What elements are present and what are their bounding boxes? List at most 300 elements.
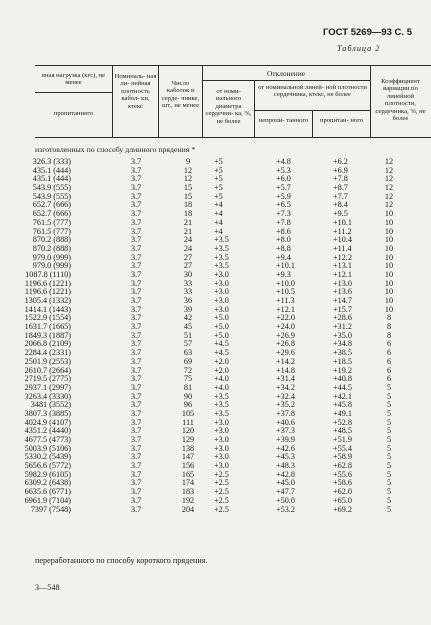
table-cell: 3.7 [131,183,142,193]
table-cell: +3.0 [214,278,229,288]
table-cell: 6961.9 (7104) [24,495,71,505]
table-cell: +4.0 [214,374,229,384]
table-cell: 12 [384,174,394,184]
table-cell: 5 [386,408,392,418]
table-cell: +14.2 [276,356,295,366]
table-cell: 6 [386,339,392,349]
table-cell: 12 [384,183,394,193]
table-cell: 12 [384,200,394,210]
table-cell: 8 [386,313,392,323]
table-cell: 5 [386,452,392,462]
table-cell: +35.2 [276,400,295,410]
table-cell: +2.5 [214,495,229,505]
table-cell: +44.5 [333,382,352,392]
table-cell: 5656.6 (5772) [24,461,71,471]
table-cell: 18 [183,200,193,210]
table-cell: 15 [183,191,193,201]
table-cell: 10 [384,269,394,279]
table-cell: +4 [214,217,223,227]
table-cell: 21 [183,217,193,227]
table-cell: +42.6 [276,443,295,453]
table-cell: 21 [183,226,193,236]
table-cell: 3.7 [131,487,142,497]
table-cell: 8 [386,330,392,340]
table-cell: +11.4 [333,243,352,253]
standard-header: ГОСТ 5269—93 С. 5 [323,27,412,38]
table-cell: 90 [183,391,193,401]
table-cell: +26.9 [276,330,295,340]
table-cell: 5982.9 (6105) [24,469,71,479]
table-cell: 10 [384,304,394,314]
table-cell: 2610.7 (2664) [24,365,71,375]
table-cell: +35.0 [333,330,352,340]
table-cell: +5.0 [214,330,229,340]
table-cell: 147 [181,452,195,462]
table-cell: +32.4 [276,391,295,401]
table-cell: +38.5 [333,348,352,358]
table-cell: 18 [183,209,193,219]
table-cell: +24.0 [276,322,295,332]
table-cell: 5 [386,400,392,410]
table-cell: +28.6 [333,313,352,323]
table-cell: 1305.4 (1332) [24,296,71,305]
table-cell: +48.5 [333,426,352,436]
table-cell: +42.1 [333,391,352,401]
table-cell: +9.3 [276,269,291,279]
table-cell: 326.3 (333) [32,157,71,166]
table-cell: 57 [183,339,193,349]
table-cell: 63 [183,348,193,358]
table-cell: +3.0 [214,417,229,427]
table-cell: +31.4 [276,374,295,384]
table-cell: 3.7 [131,461,142,471]
table-cell: 174 [181,478,195,488]
table-cell: +37.8 [276,408,295,418]
table-cell: 5 [386,461,392,471]
table-cell: 81 [183,382,193,392]
col-nominal-density: от номинальной линей- ной плотности сердечника, ктекс, не более [258,84,367,99]
table-cell: 69 [183,356,193,366]
vline-6 [370,65,371,137]
table-cell: 6 [386,348,392,358]
table-cell: 3.7 [131,165,142,175]
table-cell: +7.7 [333,191,348,201]
table-cell: 9 [185,157,191,166]
table-cell: +5 [214,183,223,193]
table-cell: +14.8 [276,365,295,375]
table-cell: +5.7 [276,183,291,193]
table-cell: 111 [182,417,194,427]
table-cell: 10 [384,278,394,288]
table-cell: 3.7 [131,174,142,184]
table-cell: +3.5 [214,235,229,245]
table-cell: 1414.1 (1443) [24,304,71,314]
table-cell: 5 [386,469,392,479]
table-cell: +3.0 [214,426,229,436]
table-cell: 10 [384,217,394,227]
table-cell: 5 [386,435,392,444]
table-cell: 6 [386,356,392,366]
table-cell: +8.0 [276,235,291,245]
table-cell: 204 [181,504,195,514]
table-cell: 3.7 [131,278,142,288]
table-cell: 10 [384,209,394,219]
page-number: 3—548 [35,583,60,592]
table-cell: 3.7 [131,217,142,227]
table-cell: 120 [181,426,195,436]
table-cell: 3.7 [131,356,142,366]
table-cell: 3.7 [131,339,142,349]
table-cell: 3.7 [131,191,142,201]
table-cell: +4.5 [214,339,229,349]
table-cell: +47.7 [276,487,295,497]
table-cell: +2.5 [214,478,229,488]
table-cell: +4 [214,209,223,219]
col-yarn-count: Число каболок в серде- чнике, шт., не менее [161,80,200,110]
table-cell: +39.9 [276,435,295,444]
table-cell: 4024.9 (4107) [24,417,71,427]
table-cell: 3.7 [131,322,142,332]
table-cell: 6635.6 (6771) [24,487,71,497]
table-cell: 3.7 [131,209,142,219]
table-cell: +8.8 [276,243,291,253]
table-cell: 2066.8 (2109) [24,339,71,349]
table-cell: +3.5 [214,408,229,418]
table-cell: +10.1 [333,217,352,227]
table-cell: 12 [183,165,193,175]
table-cell: +12.1 [276,304,295,314]
table-cell: 27 [183,252,193,262]
section-short-spinning: переработанного по способу короткого прядения. [35,556,208,565]
table-cell: +4 [214,226,223,236]
table-cell: +2.5 [214,469,229,479]
table-cell: 12 [183,174,193,184]
table-cell: +7.8 [333,174,348,184]
vline-1 [112,65,113,137]
table-cell: 3.7 [131,261,142,271]
table-cell: +42.8 [276,469,295,479]
table-cell: 27 [183,261,193,271]
section-long-spinning: изготовленных по способу длинного прядения * [35,145,196,154]
table-cell: +5 [214,157,223,166]
table-cell: +10.4 [333,235,352,245]
table-cell: +55.4 [333,443,352,453]
table-cell: +5.0 [214,313,229,323]
vline-2 [158,65,159,137]
table-cell: 12 [384,191,394,201]
table-cell: 3.7 [131,435,142,444]
table-label: Таблица 2 [337,44,381,53]
table-cell: 1631.7 (1665) [24,322,71,332]
table-cell: 3.7 [131,348,142,358]
table-cell: 51 [183,330,193,340]
table-cell: +5.3 [276,165,291,175]
table-cell: 3.7 [131,495,142,505]
table-cell: +3.0 [214,304,229,314]
table-cell: 435.1 (444) [32,174,71,184]
table-cell: 39 [183,304,193,314]
table-cell: 3.7 [131,417,142,427]
table-cell: +58.9 [333,452,352,462]
table-cell: 3.7 [131,443,142,453]
table-cell: 10 [384,261,394,271]
table-cell: 3.7 [131,504,142,514]
table-cell: 3.7 [131,330,142,340]
table-body [0,158,431,514]
table-cell: 2284.4 (2331) [24,348,71,358]
table-cell: 5 [386,495,392,505]
table-cell: 5 [386,382,392,392]
table-cell: +49.1 [333,408,352,418]
table-cell: 24 [183,243,193,253]
table-cell: 979.0 (999) [32,261,71,271]
table-cell: 2501.9 (2553) [24,356,71,366]
vline-5 [312,110,313,137]
table-cell: +29.6 [276,348,295,358]
load-subrule [35,92,112,93]
table-cell: 6 [386,365,392,375]
table-cell: +5 [214,174,223,184]
table-cell: 15 [183,183,193,193]
table-cell: +34.2 [276,382,295,392]
table-cell: 5 [386,487,392,497]
table-cell: +3.5 [214,391,229,401]
table-cell: +4.8 [276,157,291,166]
table-cell: 10 [384,235,394,245]
table-cell: +3.5 [214,243,229,253]
table-cell: 6 [386,374,392,384]
table-cell: +34.8 [333,339,352,349]
table-row [0,506,431,515]
table-cell: +8.6 [276,226,291,236]
table-cell: 45 [183,322,193,332]
table-cell: +58.6 [333,478,352,488]
table-cell: 5 [386,417,392,427]
col-linear-density: Номиналь- ная ли- нейная плотность кабол- ки, ктекс [114,73,157,110]
table-cell: 652.7 (666) [32,209,71,219]
table-cell: 24 [183,235,193,245]
table-cell: +11.2 [333,226,352,236]
table-cell: +4.0 [214,382,229,392]
table-cell: 75 [183,374,193,384]
table-cell: +12.2 [333,252,352,262]
table-cell: 30 [183,269,193,279]
table-cell: 156 [181,461,195,471]
table-cell: 3.7 [131,304,142,314]
table-cell: 192 [181,495,195,505]
table-cell: +5.0 [214,322,229,332]
table-cell: 96 [183,400,193,410]
table-cell: 129 [181,435,195,444]
table-cell: +13.6 [333,287,352,297]
table-cell: 5 [386,391,392,401]
table-cell: +3.5 [214,400,229,410]
table-cell: 3.7 [131,391,142,401]
table-cell: 1196.6 (1221) [24,287,71,297]
table-cell: 2719.5 (2775) [24,374,71,384]
table-cell: +9.4 [276,252,291,262]
table-cell: +7.8 [276,217,291,227]
table-cell: +3.0 [214,296,229,305]
table-cell: +3.0 [214,452,229,462]
table-cell: 3.7 [131,313,142,323]
table-cell: 5 [386,443,392,453]
table-cell: +6.5 [276,200,291,210]
table-cell: 3.7 [131,408,142,418]
table-cell: 3.7 [131,400,142,410]
table-cell: +10.5 [276,287,295,297]
table-cell: +65.0 [333,495,352,505]
table-cell: 33 [183,287,193,297]
col-nominal-diameter: от номи- нального диаметра сердечни- ка, %, не более [205,88,252,125]
table-cell: 42 [183,313,193,323]
table-cell: 3.7 [131,287,142,297]
table-cell: 5 [386,426,392,436]
table-cell: +3.5 [214,261,229,271]
table-cell: 3.7 [131,243,142,253]
deviation-rule [202,80,370,81]
table-cell: 3.7 [131,452,142,462]
table-cell: 7397 (7548) [30,504,71,514]
table-cell: 8 [386,322,392,332]
table-cell: +8.7 [333,183,348,193]
table-cell: +15.7 [333,304,352,314]
table-cell: 870.2 (888) [32,235,71,245]
col-load: вная нагрузка (кгс), не менее [41,72,106,87]
table-cell: +50.0 [276,495,295,505]
table-cell: +45.8 [333,400,352,410]
table-cell: 2937.1 (2997) [24,382,71,392]
col-deviation: Отклонение [267,69,305,78]
table-cell: 870.2 (888) [32,243,71,253]
table-cell: 33 [183,278,193,288]
table-cell: 3.7 [131,478,142,488]
table-cell: +2.0 [214,356,229,366]
table-cell: 1087.8 (1110) [25,269,71,279]
table-cell: +13.1 [333,261,352,271]
table-cell: 1849.3 (1887) [24,330,71,340]
table-cell: +11.3 [276,296,295,305]
table-cell: 165 [181,469,195,479]
table-cell: +10.1 [276,261,295,271]
table-cell: 3.7 [131,235,142,245]
table-cell: +22.0 [276,313,295,323]
table-cell: 10 [384,252,394,262]
table-cell: 1522.9 (1554) [24,313,71,323]
table-cell: 652.7 (666) [32,200,71,210]
table-cell: 72 [183,365,193,375]
table-cell: +5.9 [276,191,291,201]
table-cell: +37.3 [276,426,295,436]
table-cell: +45.0 [276,478,295,488]
table-cell: 4677.5 (4773) [24,435,71,444]
table-cell: +12.1 [333,269,352,279]
table-cell: +62.0 [333,487,352,497]
table-cell: 761.5 (777) [32,217,71,227]
table-cell: +6.0 [276,174,291,184]
header-top-rule [35,65,431,66]
table-cell: +3.5 [214,252,229,262]
table-cell: 105 [181,408,195,418]
table-cell: 3.7 [131,365,142,375]
table-cell: +2.5 [214,504,229,514]
vline-4 [254,80,255,137]
table-cell: 3.7 [131,269,142,279]
table-cell: +69.2 [333,504,352,514]
table-cell: 10 [384,296,394,305]
table-cell: 3.7 [131,200,142,210]
table-cell: +51.9 [333,435,352,444]
table-cell: 10 [384,243,394,253]
table-cell: 5330.2 (5439) [24,452,71,462]
table-cell: +6.2 [333,157,348,166]
table-cell: +2.5 [214,487,229,497]
table-cell: +6.9 [333,165,348,175]
table-cell: 183 [181,487,195,497]
table-cell: 36 [183,296,193,305]
table-cell: 10 [384,226,394,236]
table-cell: +18.5 [333,356,352,366]
table-cell: 3.7 [131,426,142,436]
table-cell: +2.0 [214,365,229,375]
table-cell: +19.2 [333,365,352,375]
table-cell: 10 [384,287,394,297]
table-cell: 3.7 [131,296,142,305]
table-cell: +40.8 [333,374,352,384]
table-cell: +4.5 [214,348,229,358]
table-cell: 12 [384,165,394,175]
table-cell: 3.7 [131,382,142,392]
table-cell: 435.1 (444) [32,165,71,175]
table-cell: +48.3 [276,461,295,471]
table-cell: +31.2 [333,322,352,332]
table-cell: 3.7 [131,252,142,262]
table-cell: 761.5 (777) [32,226,71,236]
table-cell: 3.7 [131,226,142,236]
table-cell: 3.7 [131,469,142,479]
table-cell: 3481 (3552) [30,400,71,410]
table-cell: +62.8 [333,461,352,471]
table-cell: 6309.2 (6438) [24,478,71,488]
table-cell: 543.9 (555) [32,183,71,193]
header-bottom-rule [35,137,431,138]
table-cell: 979.0 (999) [32,252,71,262]
col-variation: Коэффициент вариации по линейной плотности, сердечника, %, не более [375,78,426,123]
table-cell: 3.7 [131,374,142,384]
table-cell: +53.2 [276,504,295,514]
table-cell: 138 [181,443,195,453]
table-cell: +5 [214,165,223,175]
table-cell: +40.6 [276,417,295,427]
table-cell: +5 [214,191,223,201]
table-cell: +4 [214,200,223,210]
col-processed: пропитанного [53,110,94,117]
table-cell: 1196.6 (1221) [24,278,71,288]
table-cell: +26.8 [276,339,295,349]
table-cell: +9.5 [333,209,348,219]
table-cell: +55.6 [333,469,352,479]
table-cell: +3.0 [214,461,229,471]
table-cell: +3.0 [214,443,229,453]
table-cell: +14.7 [333,296,352,305]
table-cell: +10.0 [276,278,295,288]
table-cell: 3263.4 (3330) [24,391,71,401]
col-unimpregnated: непропи- танного [258,117,309,124]
table-cell: 3.7 [131,157,142,166]
table-cell: +52.8 [333,417,352,427]
table-cell: 3807.3 (3885) [24,408,71,418]
table-cell: +13.0 [333,278,352,288]
